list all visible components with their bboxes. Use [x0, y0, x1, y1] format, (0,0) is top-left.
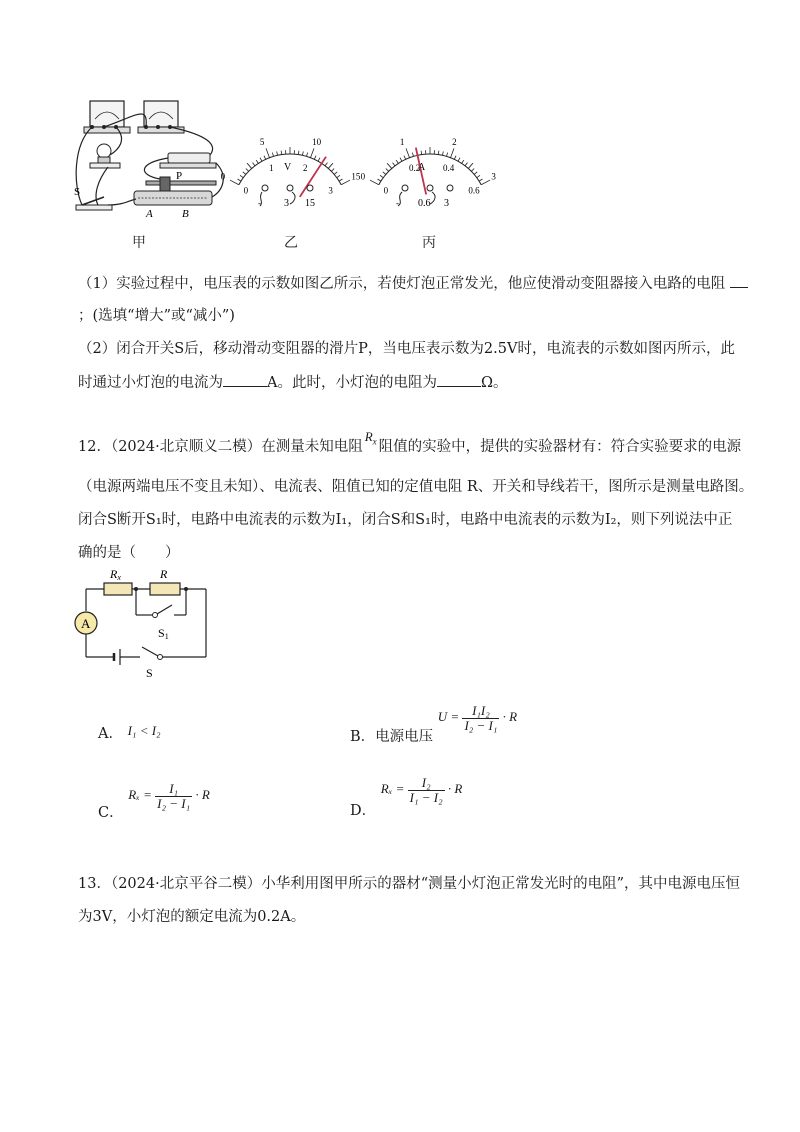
- voltmeter-tick: [325, 163, 327, 166]
- ammeter-tick: [421, 151, 422, 155]
- ammeter-tick: [479, 179, 482, 181]
- voltmeter-tick: [341, 180, 350, 185]
- ammeter-tick: [370, 180, 379, 185]
- battery-sketch: [160, 153, 216, 168]
- ammeter-bottom-tick-label: 0.2: [409, 163, 421, 174]
- q11-blank-resistance[interactable]: [730, 273, 748, 288]
- v-term-3: 3: [284, 198, 289, 209]
- voltmeter-tick: [307, 153, 308, 157]
- voltmeter-tick: [272, 153, 273, 157]
- voltmeter-tick: [331, 169, 334, 172]
- q11-part2-text-c: Ω。: [480, 375, 508, 391]
- v-term-15: 15: [305, 198, 315, 209]
- q12-line1-b: 阻值的实验中，提供的实验器材有：符合实验要求的电源: [378, 439, 742, 455]
- ammeter-top-tick-label: 1: [399, 136, 405, 147]
- q12-option-d[interactable]: [350, 775, 463, 820]
- ammeter-tick: [396, 160, 398, 163]
- voltmeter-tick: [339, 179, 342, 181]
- label-a: A: [146, 208, 153, 220]
- voltmeter-top-tick-label: 5: [259, 136, 265, 147]
- ammeter-tick: [458, 158, 460, 162]
- voltmeter-top-tick-label: 0: [220, 171, 226, 182]
- voltmeter-terminals: [258, 185, 315, 209]
- ammeter-tick: [474, 172, 477, 175]
- voltmeter-tick: [240, 175, 243, 177]
- ammeter-tick: [468, 163, 473, 168]
- voltmeter-tick: [266, 148, 270, 157]
- q12-line1: [78, 429, 742, 462]
- label-rx: Rx: [110, 567, 121, 582]
- figure-label-bing: 丙: [422, 235, 436, 251]
- a-term-06: 0.6: [418, 198, 431, 209]
- voltmeter-top-tick-label: 15: [351, 171, 360, 182]
- q12-line2: （电源两端电压不变且未知）、电流表、阻值已知的定值电阻 R、开关和导线若干，图所示是测量电路图。: [78, 479, 754, 495]
- ammeter-tick: [412, 153, 413, 157]
- resistor-rx: [104, 583, 132, 595]
- ammeter-top-tick-label: 2: [452, 136, 457, 147]
- ammeter-tick: [406, 148, 410, 157]
- ammeter-bottom-tick-label: 0: [383, 185, 389, 196]
- voltmeter-tick: [253, 163, 255, 166]
- voltmeter-tick: [314, 156, 316, 160]
- q11-part1-text: （1）实验过程中，电压表的示数如图乙所示，若使灯泡正常发光，他应使滑动变阻器接入电路的电阻: [78, 276, 726, 292]
- figure-row: [60, 90, 520, 260]
- option-b-label: B．电源电压: [350, 729, 434, 746]
- v-term-neg: -: [258, 198, 261, 208]
- ammeter-top-tick-label: 3: [491, 171, 496, 182]
- option-c-expr: Rₓ = $\frac{\text{I₁}}{\text{I₂ − I₁}}$ · R: [128, 781, 210, 811]
- voltmeter-top-tick-label: 10: [312, 136, 322, 147]
- label-p: P: [176, 170, 183, 182]
- ammeter-tick: [377, 179, 380, 181]
- resistor-r: [150, 583, 180, 595]
- ammeter-top-tick-label: 0: [360, 171, 366, 182]
- voltmeter-tick: [264, 156, 266, 160]
- option-a-label: A．: [98, 726, 123, 742]
- option-d-label: D．: [350, 803, 377, 820]
- label-s1: S1: [158, 626, 169, 641]
- q12-circuit-diagram: [66, 565, 216, 680]
- voltmeter-tick: [237, 179, 240, 181]
- ammeter-tick: [400, 158, 402, 162]
- ammeter-tick: [383, 172, 386, 175]
- ammeter-tick: [471, 169, 474, 172]
- option-d-expr: Rₓ = $\frac{\text{I₂}}{\text{I₁ − I₂}}$ · R: [380, 775, 463, 805]
- q11-blank-resistance-value[interactable]: [437, 372, 481, 387]
- ammeter-tick: [438, 151, 439, 155]
- q13-line2: 为3V，小灯泡的额定电流为0.2A。: [78, 909, 306, 925]
- a-term-neg: -: [396, 198, 399, 208]
- ammeter-dial: [360, 120, 500, 220]
- voltmeter-tick: [281, 151, 282, 155]
- figure-label-yi: 乙: [284, 235, 298, 251]
- ammeter-unit: A: [418, 162, 426, 173]
- voltmeter-tick: [246, 169, 249, 172]
- option-a-expr: I₁ < I₂: [127, 723, 161, 738]
- ammeter-bottom-tick-label: 0.6: [468, 185, 480, 196]
- q13-line1: 13．（2024·北京平谷二模）小华利用图甲所示的器材“测量小灯泡正常发光时的电阻”，其中电源电压恒: [78, 876, 741, 892]
- q12-option-a[interactable]: [98, 724, 161, 744]
- label-b: B: [182, 208, 189, 220]
- ammeter-tick: [380, 175, 383, 177]
- voltmeter-tick: [337, 175, 340, 177]
- voltmeter-bottom-tick-label: 1: [269, 163, 274, 174]
- q12-line3: 闭合S断开S₁时，电路中电流表的示数为I₁，闭合S和S₁时，电路中电流表的示数为I₂，则下列说法中正: [78, 512, 733, 528]
- voltmeter-tick: [247, 163, 252, 168]
- voltmeter-bottom-tick-label: 2: [302, 163, 308, 174]
- switch-s: [142, 647, 158, 656]
- switch-s1: [157, 605, 172, 614]
- q11-part2-line2: [78, 372, 508, 393]
- label-s: S: [146, 666, 153, 680]
- voltmeter-bottom-tick-label: 3: [328, 185, 333, 196]
- q11-part2-text-a: 时通过小灯泡的电流为: [78, 375, 223, 391]
- option-c-label: C．: [98, 805, 124, 822]
- ammeter-tick: [462, 160, 464, 163]
- voltmeter-bottom-tick-label: 0: [243, 185, 249, 196]
- ammeter-tick: [454, 156, 456, 160]
- ammeter-tick: [404, 156, 406, 160]
- voltmeter-tick: [243, 172, 246, 175]
- ammeter-tick: [447, 153, 448, 157]
- a-term-3: 3: [444, 198, 449, 209]
- voltmeter-tick: [334, 172, 337, 175]
- q12-option-b[interactable]: [350, 703, 518, 746]
- q11-part1-line2: ；(选填“增大”或“减小”): [78, 308, 235, 324]
- ammeter-tick: [393, 163, 395, 166]
- ammeter-tick: [481, 180, 490, 185]
- voltmeter-dial: [220, 120, 360, 220]
- voltmeter-tick: [310, 148, 314, 157]
- apparatus-figure: [68, 95, 228, 225]
- voltmeter-tick: [277, 151, 278, 155]
- q12-rx-symbol: $R_x$: [364, 429, 377, 447]
- bulb-sketch: [90, 144, 120, 168]
- ammeter-tick: [386, 169, 389, 172]
- ammeter-bottom-tick-label: 0.4: [442, 163, 455, 174]
- voltmeter-tick: [318, 158, 320, 162]
- q11-part2-text-b: A。此时，小灯泡的电阻为: [267, 375, 437, 391]
- ammeter-tick: [450, 148, 454, 157]
- voltmeter-tick: [302, 151, 303, 155]
- ammeter-tick: [442, 151, 443, 155]
- voltmeter-tick: [298, 151, 299, 155]
- ammeter-tick: [387, 163, 392, 168]
- q12-option-c[interactable]: [98, 781, 210, 822]
- q11-blank-current[interactable]: [223, 372, 267, 387]
- q11-part2-line1: （2）闭合开关S后，移动滑动变阻器的滑片P，当电压表示数为2.5V时，电流表的示数如图丙所示，此: [78, 341, 735, 357]
- ammeter-tick: [477, 175, 480, 177]
- voltmeter-tick: [256, 160, 258, 163]
- label-s: S: [74, 186, 81, 198]
- voltmeter-tick: [328, 163, 333, 168]
- ammeter-arc: [379, 154, 481, 185]
- label-r: R: [160, 567, 168, 581]
- q12-line4: 确的是（ ）: [78, 545, 180, 561]
- option-b-expr: U = $\frac{\text{I₁I₂}}{\text{I₂ − I₁}}$ · R: [437, 703, 518, 733]
- ammeter-letter: A: [81, 616, 91, 631]
- voltmeter-tick: [260, 158, 262, 162]
- voltmeter-unit: V: [284, 162, 292, 173]
- ammeter-tick: [465, 163, 467, 166]
- q11-part1-line1: [78, 273, 748, 294]
- figure-label-jia: 甲: [132, 235, 146, 251]
- rheostat-sketch: [134, 177, 216, 205]
- voltmeter-tick: [230, 180, 239, 185]
- q12-line1-a: 12．（2024·北京顺义二模）在测量未知电阻: [78, 439, 363, 455]
